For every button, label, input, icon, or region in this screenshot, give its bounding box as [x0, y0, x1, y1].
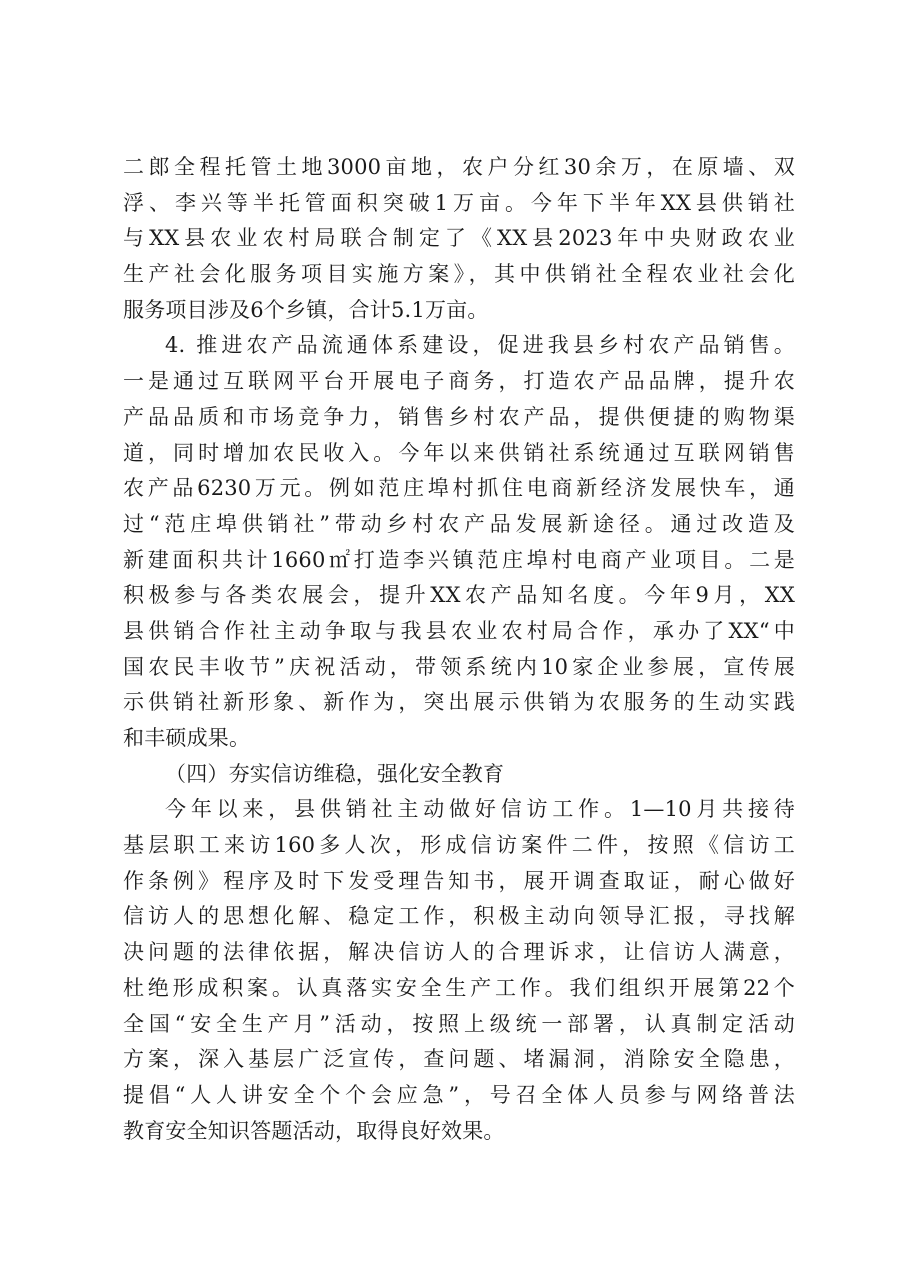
paragraph-3-line-1: 今年以来，县供销社主动做好信访工作。1—10月共接待 — [165, 797, 795, 822]
paragraph-2-line-10: 国农民丰收节”庆祝活动，带领系统内10家企业参展，宣传展 — [123, 654, 795, 679]
paragraph-1-line-2: 浮、李兴等半托管面积突破1万亩。今年下半年XX县供销社 — [123, 190, 795, 215]
paragraph-3-line-5: 决问题的法律依据，解决信访人的合理诉求，让信访人满意， — [123, 940, 795, 965]
paragraph-3-line-8: 方案，深入基层广泛宣传，查问题、堵漏洞，消除安全隐患， — [123, 1047, 795, 1072]
paragraph-2-line-4: 道，同时增加农民收入。今年以来供销社系统通过互联网销售 — [123, 440, 795, 465]
paragraph-3-line-2: 基层职工来访160多人次，形成信访案件二件，按照《信访工 — [123, 833, 795, 858]
paragraph-2-line-2: 一是通过互联网平台开展电子商务，打造农产品品牌，提升农 — [123, 369, 795, 394]
paragraph-2-line-3: 产品品质和市场竞争力，销售乡村农产品，提供便捷的购物渠 — [123, 404, 795, 429]
paragraph-1-line-4: 生产社会化服务项目实施方案》，其中供销社全程农业社会化 — [123, 262, 795, 287]
paragraph-2-line-12: 和丰硕成果。 — [123, 726, 251, 750]
paragraph-3-line-7: 全国“安全生产月”活动，按照上级统一部署，认真制定活动 — [123, 1011, 795, 1036]
paragraph-2-line-8: 积极参与各类农展会，提升XX农产品知名度。今年9月，XX — [123, 583, 795, 608]
paragraph-3-line-4: 信访人的思想化解、稳定工作，积极主动向领导汇报，寻找解 — [123, 904, 795, 929]
paragraph-3-line-10: 教育安全知识答题活动，取得良好效果。 — [123, 1118, 505, 1143]
paragraph-1-line-3: 与XX县农业农村局联合制定了《XX县2023年中央财政农业 — [123, 226, 795, 251]
paragraph-1-line-5: 服务项目涉及6个乡镇，合计5.1万亩。 — [123, 297, 489, 322]
paragraph-3-line-9: 提倡“人人讲安全个个会应急”，号召全体人员参与网络普法 — [123, 1082, 795, 1107]
paragraph-2-line-11: 示供销社新形象、新作为，突出展示供销为农服务的生动实践 — [123, 690, 795, 715]
paragraph-2-line-5: 农产品6230万元。例如范庄埠村抓住电商新经济发展快车，通 — [123, 476, 795, 501]
section-heading: （四）夯实信访维稳，强化安全教育 — [165, 761, 505, 786]
paragraph-2-line-7: 新建面积共计1660㎡打造李兴镇范庄埠村电商产业项目。二是 — [123, 547, 795, 572]
paragraph-2-line-1: 4. 推进农产品流通体系建设，促进我县乡村农产品销售。 — [165, 333, 795, 358]
paragraph-2-line-9: 县供销合作社主动争取与我县农业农村局合作，承办了XX“中 — [123, 618, 795, 643]
paragraph-1-line-1: 二郎全程托管土地3000亩地，农户分红30余万，在原墙、双 — [123, 155, 795, 179]
paragraph-3-line-3: 作条例》程序及时下发受理告知书，展开调查取证，耐心做好 — [123, 868, 795, 893]
paragraph-3-line-6: 杜绝形成积案。认真落实安全生产工作。我们组织开展第22个 — [123, 975, 795, 1000]
paragraph-2-line-6: 过“范庄埠供销社”带动乡村农产品发展新途径。通过改造及 — [123, 511, 795, 536]
document-body — [123, 150, 795, 1149]
